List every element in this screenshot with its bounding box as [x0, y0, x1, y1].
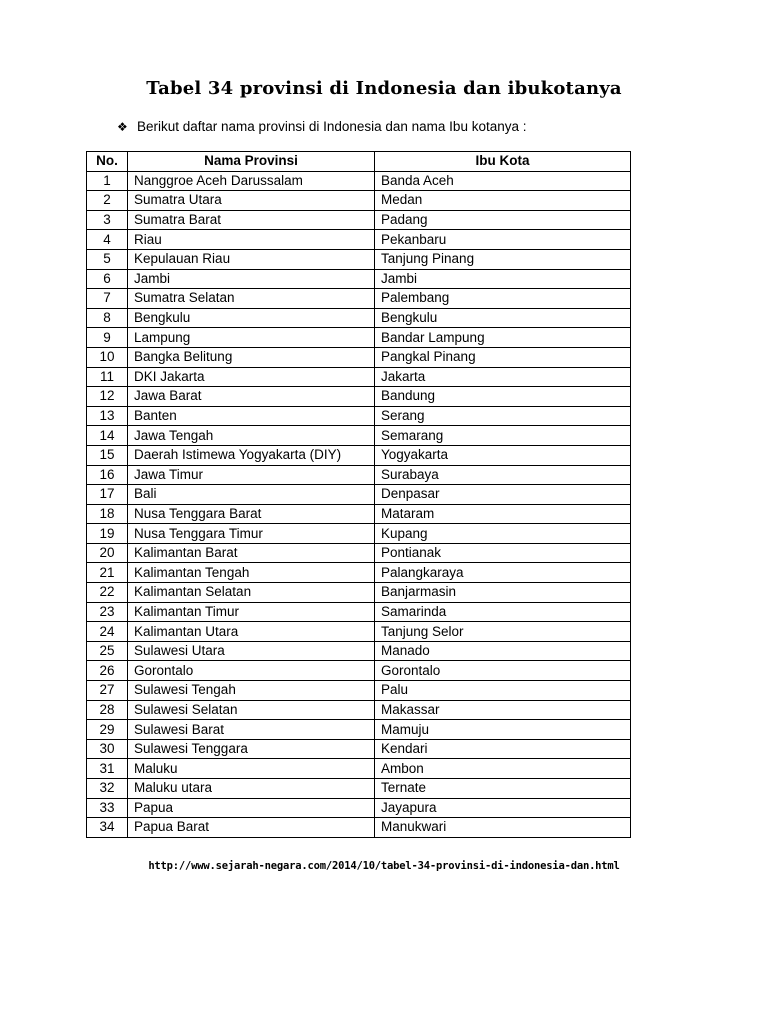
row-number: 22: [87, 583, 128, 603]
table-row: [87, 367, 631, 387]
capital-name: Jambi: [375, 269, 631, 289]
row-number: 29: [87, 720, 128, 740]
table-row: [87, 700, 631, 720]
table-row: [87, 328, 631, 348]
row-number: 28: [87, 700, 128, 720]
table-row: [87, 602, 631, 622]
province-name: Riau: [128, 230, 375, 250]
row-number: 18: [87, 504, 128, 524]
province-name: Bali: [128, 485, 375, 505]
province-name: Lampung: [128, 328, 375, 348]
row-number: 25: [87, 641, 128, 661]
capital-name: Palu: [375, 681, 631, 701]
row-number: 10: [87, 347, 128, 367]
table-row: [87, 720, 631, 740]
table-row: [87, 641, 631, 661]
table-row: [87, 739, 631, 759]
province-name: Sulawesi Barat: [128, 720, 375, 740]
capital-name: Mamuju: [375, 720, 631, 740]
header-capital: Ibu Kota: [375, 152, 631, 172]
table-row: [87, 171, 631, 191]
capital-name: Bandar Lampung: [375, 328, 631, 348]
row-number: 14: [87, 426, 128, 446]
province-name: Sulawesi Utara: [128, 641, 375, 661]
province-name: Kalimantan Barat: [128, 543, 375, 563]
province-name: Nanggroe Aceh Darussalam: [128, 171, 375, 191]
capital-name: Samarinda: [375, 602, 631, 622]
table-row: [87, 759, 631, 779]
province-name: Nusa Tenggara Barat: [128, 504, 375, 524]
row-number: 33: [87, 798, 128, 818]
row-number: 34: [87, 818, 128, 838]
header-no: No.: [87, 152, 128, 172]
table-row: [87, 524, 631, 544]
province-name: Gorontalo: [128, 661, 375, 681]
diamond-bullet-icon: ❖: [117, 120, 128, 134]
province-name: Kalimantan Tengah: [128, 563, 375, 583]
capital-name: Semarang: [375, 426, 631, 446]
row-number: 21: [87, 563, 128, 583]
row-number: 24: [87, 622, 128, 642]
table-row: [87, 387, 631, 407]
source-url: http://www.sejarah-negara.com/2014/10/tabel-34-provinsi-di-indonesia-dan.html: [148, 860, 620, 872]
province-name: DKI Jakarta: [128, 367, 375, 387]
capital-name: Ternate: [375, 779, 631, 799]
row-number: 31: [87, 759, 128, 779]
province-name: Jawa Timur: [128, 465, 375, 485]
table-row: [87, 308, 631, 328]
province-name: Kalimantan Utara: [128, 622, 375, 642]
capital-name: Pekanbaru: [375, 230, 631, 250]
province-name: Kalimantan Selatan: [128, 583, 375, 603]
row-number: 2: [87, 191, 128, 211]
province-name: Sulawesi Tengah: [128, 681, 375, 701]
table-row: [87, 347, 631, 367]
capital-name: Padang: [375, 210, 631, 230]
table-row: [87, 485, 631, 505]
row-number: 6: [87, 269, 128, 289]
table-row: [87, 818, 631, 838]
table-row: [87, 210, 631, 230]
row-number: 16: [87, 465, 128, 485]
province-name: Jawa Tengah: [128, 426, 375, 446]
header-province: Nama Provinsi: [128, 152, 375, 172]
row-number: 9: [87, 328, 128, 348]
capital-name: Kupang: [375, 524, 631, 544]
table-row: [87, 249, 631, 269]
table-row: [87, 445, 631, 465]
row-number: 15: [87, 445, 128, 465]
row-number: 5: [87, 249, 128, 269]
table-row: [87, 798, 631, 818]
capital-name: Banda Aceh: [375, 171, 631, 191]
row-number: 19: [87, 524, 128, 544]
row-number: 23: [87, 602, 128, 622]
capital-name: Jakarta: [375, 367, 631, 387]
capital-name: Makassar: [375, 700, 631, 720]
table-row: [87, 191, 631, 211]
capital-name: Yogyakarta: [375, 445, 631, 465]
capital-name: Tanjung Selor: [375, 622, 631, 642]
province-name: Sumatra Barat: [128, 210, 375, 230]
capital-name: Banjarmasin: [375, 583, 631, 603]
table-row: [87, 622, 631, 642]
province-name: Sumatra Utara: [128, 191, 375, 211]
capital-name: Bandung: [375, 387, 631, 407]
row-number: 17: [87, 485, 128, 505]
intro-text: Berikut daftar nama provinsi di Indonesia dan nama Ibu kotanya :: [137, 119, 527, 134]
province-name: Kepulauan Riau: [128, 249, 375, 269]
province-name: Sulawesi Tenggara: [128, 739, 375, 759]
row-number: 20: [87, 543, 128, 563]
province-name: Maluku utara: [128, 779, 375, 799]
table-row: [87, 779, 631, 799]
province-name: Sulawesi Selatan: [128, 700, 375, 720]
province-name: Papua Barat: [128, 818, 375, 838]
province-name: Papua: [128, 798, 375, 818]
capital-name: Manukwari: [375, 818, 631, 838]
province-name: Daerah Istimewa Yogyakarta (DIY): [128, 445, 375, 465]
row-number: 3: [87, 210, 128, 230]
capital-name: Jayapura: [375, 798, 631, 818]
province-name: Banten: [128, 406, 375, 426]
province-name: Jawa Barat: [128, 387, 375, 407]
row-number: 32: [87, 779, 128, 799]
row-number: 13: [87, 406, 128, 426]
row-number: 26: [87, 661, 128, 681]
capital-name: Manado: [375, 641, 631, 661]
capital-name: Bengkulu: [375, 308, 631, 328]
table-row: [87, 269, 631, 289]
capital-name: Denpasar: [375, 485, 631, 505]
row-number: 8: [87, 308, 128, 328]
province-name: Bengkulu: [128, 308, 375, 328]
capital-name: Pangkal Pinang: [375, 347, 631, 367]
table-row: [87, 426, 631, 446]
document-title: Tabel 34 provinsi di Indonesia dan ibukotanya: [146, 78, 622, 99]
capital-name: Palangkaraya: [375, 563, 631, 583]
table-row: [87, 465, 631, 485]
table-row: [87, 563, 631, 583]
capital-name: Mataram: [375, 504, 631, 524]
capital-name: Gorontalo: [375, 661, 631, 681]
capital-name: Surabaya: [375, 465, 631, 485]
row-number: 27: [87, 681, 128, 701]
table-row: [87, 406, 631, 426]
table-body: [87, 171, 631, 837]
row-number: 7: [87, 289, 128, 309]
province-name: Bangka Belitung: [128, 347, 375, 367]
row-number: 4: [87, 230, 128, 250]
province-table: [86, 151, 631, 838]
capital-name: Serang: [375, 406, 631, 426]
capital-name: Ambon: [375, 759, 631, 779]
province-name: Kalimantan Timur: [128, 602, 375, 622]
table-row: [87, 504, 631, 524]
table-header-row: [87, 152, 631, 172]
capital-name: Pontianak: [375, 543, 631, 563]
row-number: 12: [87, 387, 128, 407]
row-number: 11: [87, 367, 128, 387]
province-name: Jambi: [128, 269, 375, 289]
table-row: [87, 681, 631, 701]
capital-name: Palembang: [375, 289, 631, 309]
table-row: [87, 289, 631, 309]
table-row: [87, 661, 631, 681]
capital-name: Tanjung Pinang: [375, 249, 631, 269]
table-row: [87, 543, 631, 563]
capital-name: Kendari: [375, 739, 631, 759]
intro-line: [117, 119, 526, 134]
province-name: Maluku: [128, 759, 375, 779]
capital-name: Medan: [375, 191, 631, 211]
table-row: [87, 583, 631, 603]
table-row: [87, 230, 631, 250]
province-name: Sumatra Selatan: [128, 289, 375, 309]
row-number: 1: [87, 171, 128, 191]
row-number: 30: [87, 739, 128, 759]
province-name: Nusa Tenggara Timur: [128, 524, 375, 544]
